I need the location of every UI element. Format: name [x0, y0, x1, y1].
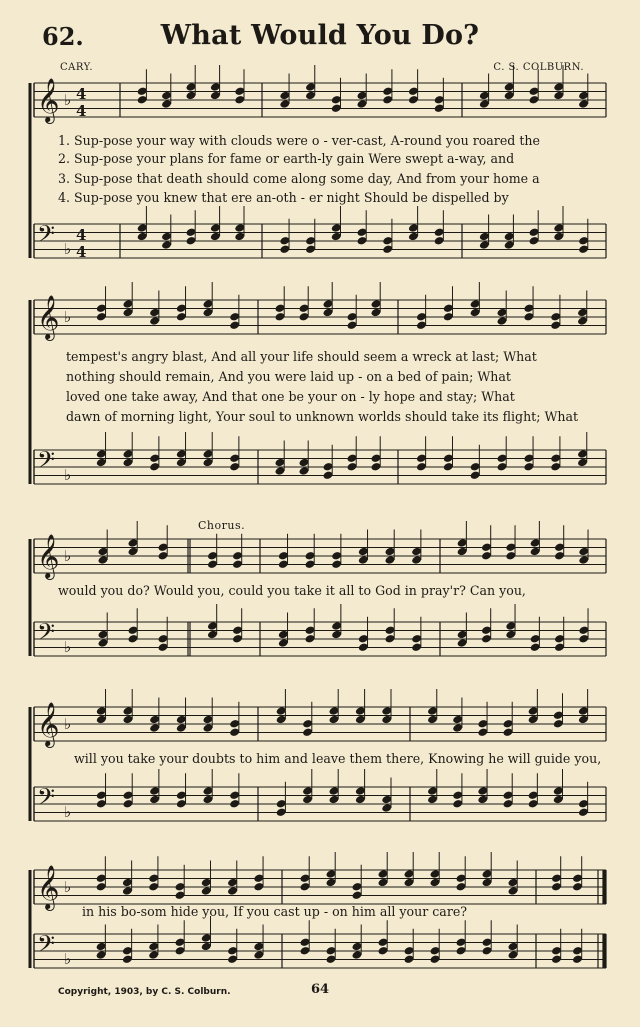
treble-clef-icon: 𝄞: [37, 534, 60, 578]
composer-credit: C. S. COLBURN.: [493, 62, 584, 73]
bass-clef-icon: 𝄢: [37, 618, 56, 651]
flat-key-signature-icon: ♭: [64, 547, 72, 565]
flat-key-signature-icon: ♭: [64, 950, 72, 968]
verse-3-line-1: 3. Sup-pose that death should come along some day, And from your home a: [58, 171, 540, 186]
verse-2-line-1: 2. Sup-pose your plans for fame or earth-ly gain Were swept a-way, and: [58, 151, 515, 166]
verse-4-line-2: dawn of morning light, Your soul to unknown worlds should take its flight; What: [66, 409, 579, 424]
bass-clef-icon: 𝄢: [37, 783, 56, 816]
bass-clef-icon: 𝄢: [37, 220, 56, 253]
time-signature-numerator: 4: [76, 226, 87, 244]
bass-clef-icon: 𝄢: [37, 930, 56, 963]
hymn-title: What Would You Do?: [160, 20, 480, 51]
tune-name: CARY.: [60, 62, 94, 73]
flat-key-signature-icon: ♭: [64, 803, 72, 821]
copyright-notice: Copyright, 1903, by C. S. Colburn.: [58, 987, 231, 997]
verse-3-line-2: loved one take away, And that one be your on - ly hope and stay; What: [66, 389, 515, 404]
flat-key-signature-icon: ♭: [64, 240, 72, 258]
chorus-line-1: would you do? Would you, could you take it all to God in pray'r? Can you,: [58, 583, 526, 598]
verse-1-line-1: 1. Sup-pose your way with clouds were o - ver-cast, A-round you roared the: [58, 133, 540, 148]
flat-key-signature-icon: ♭: [64, 466, 72, 484]
time-signature-denominator: 4: [76, 243, 87, 261]
hymn-number: 62.: [42, 22, 84, 51]
verse-1-line-2: tempest's angry blast, And all your life should seem a wreck at last; What: [66, 349, 537, 364]
chorus-label: Chorus.: [198, 519, 246, 532]
time-signature-denominator: 4: [76, 102, 87, 120]
chorus-line-3: in his bo-som hide you, If you cast up - on him all your care?: [82, 904, 468, 919]
flat-key-signature-icon: ♭: [64, 715, 72, 733]
page-number: 64: [310, 982, 330, 997]
verse-2-line-2: nothing should remain, And you were laid up - on a bed of pain; What: [66, 369, 511, 384]
chorus-line-2: will you take your doubts to him and leave them there, Knowing he will guide you,: [74, 751, 602, 766]
treble-clef-icon: 𝄞: [37, 78, 60, 122]
treble-clef-icon: 𝄞: [37, 702, 60, 746]
treble-clef-icon: 𝄞: [37, 865, 60, 909]
flat-key-signature-icon: ♭: [64, 308, 72, 326]
time-signature-numerator: 4: [76, 85, 87, 103]
verse-4-line-1: 4. Sup-pose you knew that ere an-oth - er night Should be dispelled by: [58, 190, 509, 205]
flat-key-signature-icon: ♭: [64, 878, 72, 896]
flat-key-signature-icon: ♭: [64, 638, 72, 656]
flat-key-signature-icon: ♭: [64, 91, 72, 109]
bass-clef-icon: 𝄢: [37, 446, 56, 479]
treble-clef-icon: 𝄞: [37, 295, 60, 339]
